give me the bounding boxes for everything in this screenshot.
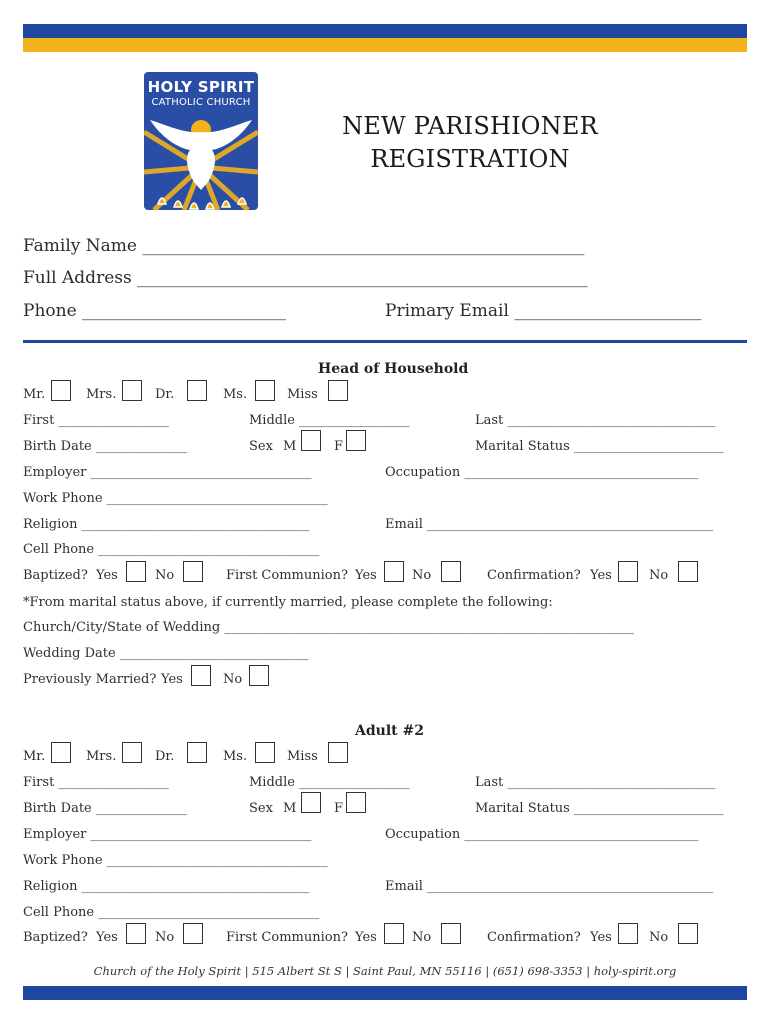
a2-first-name-field[interactable]: First _________________ <box>23 775 169 790</box>
title-ms-checkbox[interactable] <box>255 380 275 401</box>
a2-middle-name-field[interactable]: Middle _________________ <box>249 775 410 790</box>
wedding-date-field[interactable]: Wedding Date _____________________________ <box>23 646 309 661</box>
a2-communion-no-label: No <box>412 930 432 945</box>
cell-phone-field[interactable]: Cell Phone __________________________________ <box>23 542 320 557</box>
communion-yes-checkbox[interactable] <box>384 561 404 582</box>
a2-baptized-label: Baptized? <box>23 930 88 945</box>
a2-confirmation-no-label: No <box>649 930 669 945</box>
baptized-no-label: No <box>155 568 175 583</box>
birth-date-field[interactable]: Birth Date ______________ <box>23 439 187 454</box>
sex-f-label: F <box>334 439 344 454</box>
form-title-line2: REGISTRATION <box>370 145 570 173</box>
baptized-no-checkbox[interactable] <box>183 561 203 582</box>
communion-no-label: No <box>412 568 432 583</box>
title-mr-checkbox[interactable] <box>51 380 71 401</box>
primary-email-field[interactable]: Primary Email ______________________ <box>385 301 702 321</box>
prev-married-no-checkbox[interactable] <box>249 665 269 686</box>
prev-married-no-label: No <box>223 672 243 687</box>
confirmation-no-checkbox[interactable] <box>678 561 698 582</box>
full-address-field[interactable]: Full Address _____________________________________________________ <box>23 268 588 288</box>
a2-sex-m-label: M <box>283 801 297 816</box>
previously-married-label: Previously Married? <box>23 672 157 687</box>
a2-sex-label: Sex <box>249 801 273 816</box>
prev-married-yes-checkbox[interactable] <box>191 665 211 686</box>
a2-confirmation-yes-label: Yes <box>590 930 612 945</box>
a2-confirmation-no-checkbox[interactable] <box>678 923 698 944</box>
a2-birth-date-field[interactable]: Birth Date ______________ <box>23 801 187 816</box>
a2-title-dr-label: Dr. <box>155 749 175 764</box>
phone-field[interactable]: Phone ________________________ <box>23 301 287 321</box>
a2-cell-phone-field[interactable]: Cell Phone __________________________________ <box>23 905 320 920</box>
baptized-yes-label: Yes <box>96 568 118 583</box>
a2-religion-field[interactable]: Religion ___________________________________ <box>23 879 310 894</box>
wedding-church-field[interactable]: Church/City/State of Wedding _______________________________________________________________ <box>23 620 634 635</box>
a2-title-mrs-label: Mrs. <box>86 749 117 764</box>
sex-m-label: M <box>283 439 297 454</box>
top-gold-bar <box>23 38 747 52</box>
baptized-yes-checkbox[interactable] <box>126 561 146 582</box>
title-miss-label: Miss <box>287 387 318 402</box>
a2-title-dr-checkbox[interactable] <box>187 742 207 763</box>
title-miss-checkbox[interactable] <box>328 380 348 401</box>
title-mrs-label: Mrs. <box>86 387 117 402</box>
employer-field[interactable]: Employer __________________________________ <box>23 465 312 480</box>
a2-first-communion-label: First Communion? <box>226 930 348 945</box>
sex-f-checkbox[interactable] <box>346 430 366 451</box>
work-phone-field[interactable]: Work Phone __________________________________ <box>23 491 328 506</box>
marital-status-field[interactable]: Marital Status _______________________ <box>475 439 724 454</box>
a2-baptized-no-label: No <box>155 930 175 945</box>
a2-marital-status-field[interactable]: Marital Status _______________________ <box>475 801 724 816</box>
adult-2-heading: Adult #2 <box>355 723 424 739</box>
a2-title-miss-checkbox[interactable] <box>328 742 348 763</box>
occupation-field[interactable]: Occupation ____________________________________ <box>385 465 699 480</box>
title-mrs-checkbox[interactable] <box>122 380 142 401</box>
title-mr-label: Mr. <box>23 387 46 402</box>
dove-icon <box>144 112 258 210</box>
a2-baptized-yes-checkbox[interactable] <box>126 923 146 944</box>
section-divider <box>23 340 747 343</box>
a2-baptized-no-checkbox[interactable] <box>183 923 203 944</box>
logo-subtitle: CATHOLIC CHURCH <box>151 97 251 108</box>
logo-title: HOLY SPIRIT <box>147 78 255 96</box>
head-of-household-heading: Head of Household <box>318 361 469 377</box>
title-dr-label: Dr. <box>155 387 175 402</box>
church-logo <box>144 72 258 210</box>
confirmation-no-label: No <box>649 568 669 583</box>
confirmation-label: Confirmation? <box>487 568 581 583</box>
a2-title-miss-label: Miss <box>287 749 318 764</box>
religion-field[interactable]: Religion ___________________________________ <box>23 517 310 532</box>
middle-name-field[interactable]: Middle _________________ <box>249 413 410 428</box>
baptized-label: Baptized? <box>23 568 88 583</box>
marriage-note: *From marital status above, if currently married, please complete the following: <box>23 595 553 610</box>
a2-title-ms-checkbox[interactable] <box>255 742 275 763</box>
form-title-line1: NEW PARISHIONER <box>342 112 598 140</box>
a2-confirmation-yes-checkbox[interactable] <box>618 923 638 944</box>
confirmation-yes-checkbox[interactable] <box>618 561 638 582</box>
footer-contact: Church of the Holy Spirit | 515 Albert St S | Saint Paul, MN 55116 | (651) 698-3353 | holy-spirit.org <box>93 964 677 978</box>
a2-baptized-yes-label: Yes <box>96 930 118 945</box>
prev-married-yes-label: Yes <box>161 672 183 687</box>
first-name-field[interactable]: First _________________ <box>23 413 169 428</box>
family-name-field[interactable]: Family Name ____________________________________________________ <box>23 236 585 256</box>
sex-m-checkbox[interactable] <box>301 430 321 451</box>
a2-title-mr-label: Mr. <box>23 749 46 764</box>
a2-sex-f-checkbox[interactable] <box>346 792 366 813</box>
top-blue-bar <box>23 24 747 38</box>
title-ms-label: Ms. <box>223 387 248 402</box>
communion-yes-label: Yes <box>355 568 377 583</box>
communion-no-checkbox[interactable] <box>441 561 461 582</box>
a2-communion-yes-label: Yes <box>355 930 377 945</box>
a2-communion-no-checkbox[interactable] <box>441 923 461 944</box>
a2-employer-field[interactable]: Employer __________________________________ <box>23 827 312 842</box>
a2-last-name-field[interactable]: Last ________________________________ <box>475 775 716 790</box>
a2-communion-yes-checkbox[interactable] <box>384 923 404 944</box>
a2-sex-m-checkbox[interactable] <box>301 792 321 813</box>
a2-work-phone-field[interactable]: Work Phone __________________________________ <box>23 853 328 868</box>
email-field[interactable]: Email ____________________________________________ <box>385 517 714 532</box>
a2-title-mr-checkbox[interactable] <box>51 742 71 763</box>
title-dr-checkbox[interactable] <box>187 380 207 401</box>
first-communion-label: First Communion? <box>226 568 348 583</box>
a2-sex-f-label: F <box>334 801 344 816</box>
confirmation-yes-label: Yes <box>590 568 612 583</box>
a2-confirmation-label: Confirmation? <box>487 930 581 945</box>
bottom-blue-bar <box>23 986 747 1000</box>
a2-email-field[interactable]: Email ____________________________________________ <box>385 879 714 894</box>
a2-title-mrs-checkbox[interactable] <box>122 742 142 763</box>
a2-occupation-field[interactable]: Occupation ____________________________________ <box>385 827 699 842</box>
a2-title-ms-label: Ms. <box>223 749 248 764</box>
sex-label: Sex <box>249 439 273 454</box>
last-name-field[interactable]: Last ________________________________ <box>475 413 716 428</box>
